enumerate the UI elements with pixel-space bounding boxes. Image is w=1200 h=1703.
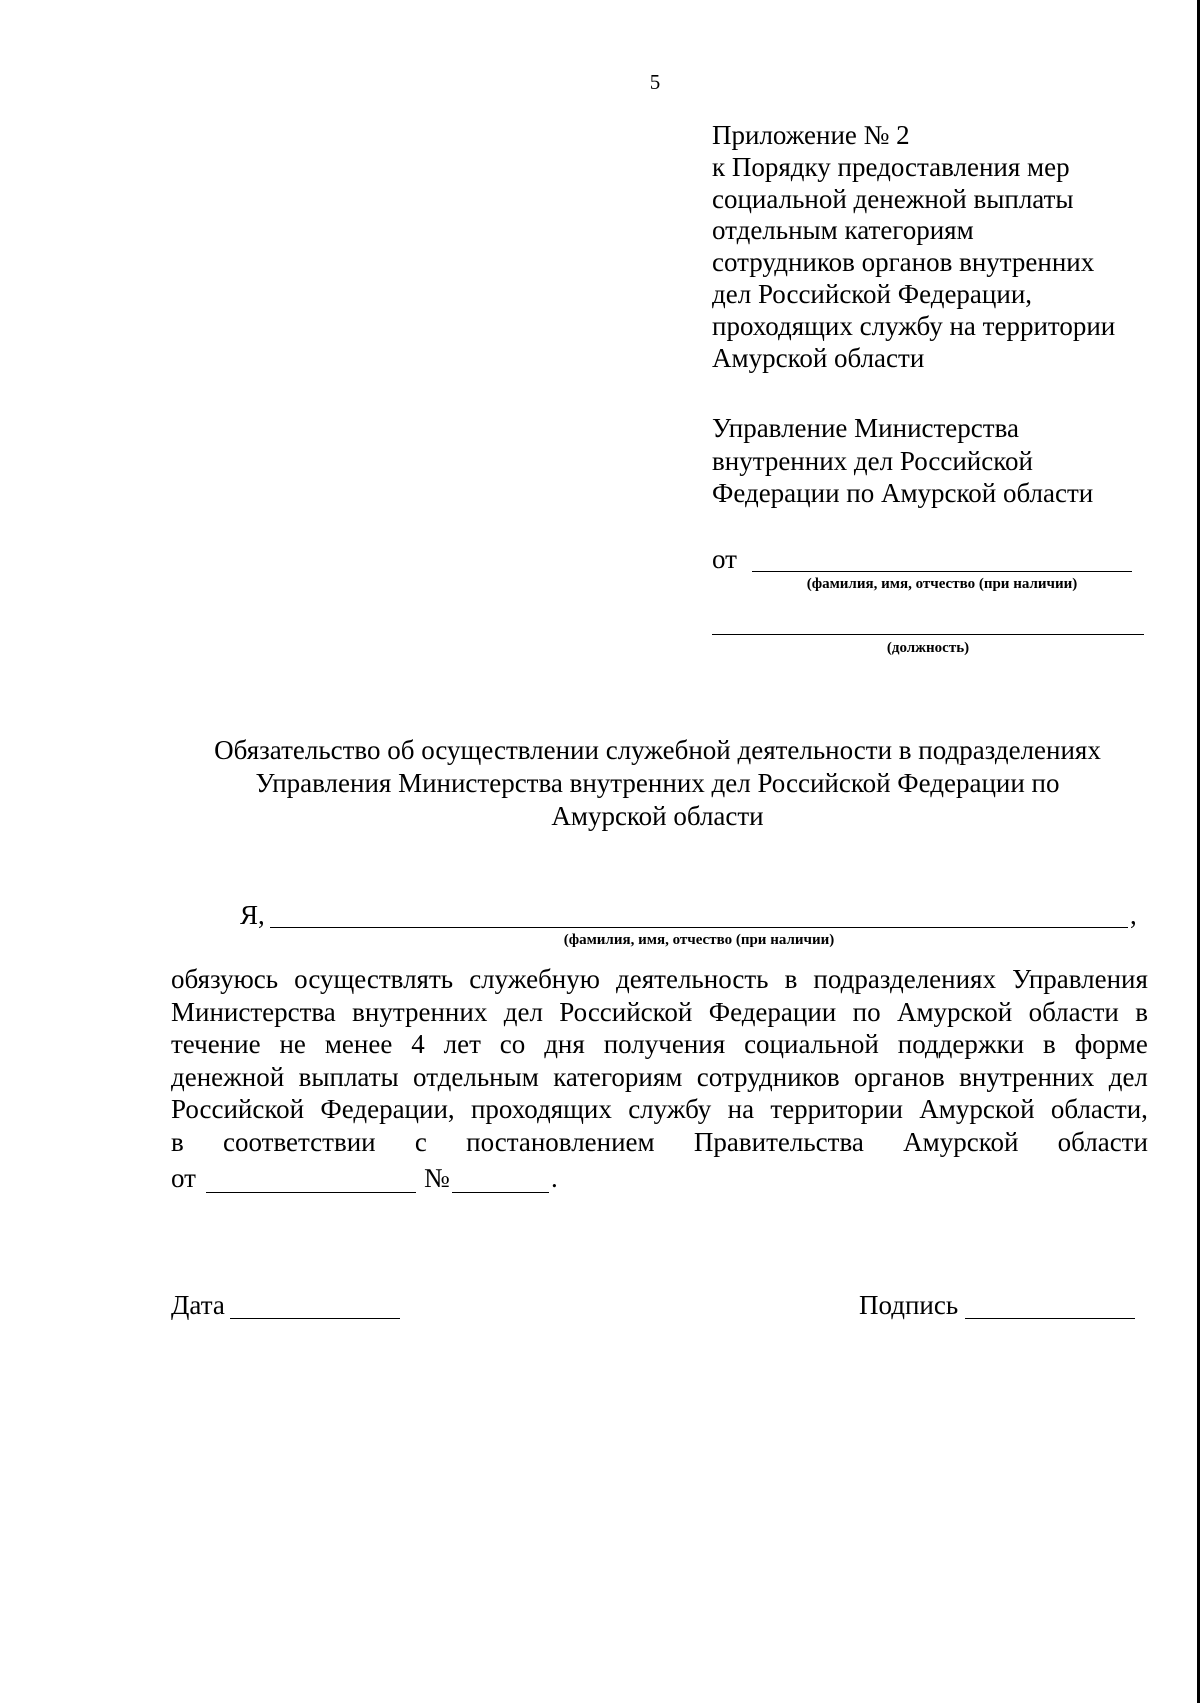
word: в xyxy=(1135,996,1148,1027)
signature-label: Подпись xyxy=(859,1290,959,1320)
word: дня xyxy=(544,1029,585,1059)
resolution-number-sign: № xyxy=(424,1163,450,1193)
word: получения xyxy=(603,1029,726,1059)
word: проходящих xyxy=(470,1094,612,1124)
word: Министерства xyxy=(171,996,336,1027)
signature-field[interactable] xyxy=(965,1318,1135,1319)
appendix-line: отдельным категориям xyxy=(712,215,974,246)
pledge-line xyxy=(171,1061,1148,1094)
word: дел xyxy=(503,996,543,1027)
document-title xyxy=(120,734,1195,833)
word: течение xyxy=(171,1029,261,1059)
word: сотрудников xyxy=(696,1061,840,1092)
title-line: Обязательство об осуществлении служебной деятельности в подразделениях xyxy=(214,735,1101,765)
sender-position-field[interactable] xyxy=(712,634,1144,635)
pledge-comma: , xyxy=(1130,900,1137,930)
word: обязуюсь xyxy=(171,964,279,994)
word: области, xyxy=(1050,1094,1148,1124)
pledger-name-field[interactable] xyxy=(270,927,1128,928)
word: внутренних xyxy=(352,996,488,1027)
word: внутренних xyxy=(959,1061,1095,1092)
word: по xyxy=(852,996,881,1027)
pledge-line xyxy=(171,1093,1148,1126)
sender-name-field[interactable] xyxy=(752,571,1132,572)
appendix-line: дел Российской Федерации, xyxy=(712,278,1033,309)
word: в xyxy=(784,964,798,994)
resolution-number-field[interactable] xyxy=(452,1192,549,1193)
word: органов xyxy=(853,1061,945,1092)
word: постановлением xyxy=(466,1126,655,1157)
addressee-line: Управление Министерства xyxy=(712,413,1019,443)
word: поддержки xyxy=(897,1029,1025,1059)
word: Управления xyxy=(1012,964,1148,994)
pledge-line xyxy=(171,996,1148,1029)
date-field[interactable] xyxy=(230,1318,400,1319)
word: форме xyxy=(1074,1029,1148,1059)
word: службу xyxy=(628,1094,712,1124)
word: со xyxy=(499,1029,526,1059)
pledge-line xyxy=(171,1126,1148,1159)
addressee-block xyxy=(712,412,1192,510)
resolution-date-field[interactable] xyxy=(206,1192,416,1193)
appendix-line: социальной денежной выплаты xyxy=(712,183,1074,214)
sender-name-caption: (фамилия, имя, отчество (при наличии) xyxy=(806,576,1078,592)
word: деятельность xyxy=(616,964,769,994)
appendix-line: сотрудников органов внутренних xyxy=(712,247,1095,278)
word: Амурской xyxy=(919,1094,1035,1124)
word: отдельным xyxy=(413,1061,539,1092)
page-number: 5 xyxy=(649,70,661,94)
date-label: Дата xyxy=(171,1290,225,1320)
resolution-period: . xyxy=(551,1163,558,1193)
word: на xyxy=(727,1094,755,1124)
word: Федерации, xyxy=(320,1094,455,1124)
from-label: от xyxy=(712,544,737,574)
pledge-line xyxy=(171,963,1148,996)
word: подразделениях xyxy=(813,964,996,994)
sender-position-caption: (должность) xyxy=(886,640,970,656)
appendix-line: Амурской области xyxy=(712,342,925,373)
word: 4 xyxy=(411,1029,425,1059)
word: области xyxy=(1057,1126,1148,1157)
title-line: Управления Министерства внутренних дел Российской Федерации по xyxy=(255,768,1060,798)
word: области xyxy=(1028,996,1119,1027)
word: с xyxy=(414,1126,427,1157)
resolution-from-label: от xyxy=(171,1163,196,1193)
word: Правительства xyxy=(693,1126,864,1157)
title-line: Амурской области xyxy=(551,801,764,831)
word: денежной xyxy=(171,1061,285,1092)
appendix-line: к Порядку предоставления мер xyxy=(712,151,1070,182)
word: в xyxy=(171,1126,184,1157)
word: не xyxy=(279,1029,306,1059)
appendix-header xyxy=(712,120,1192,374)
word: выплаты xyxy=(298,1061,399,1092)
pledge-ya-label: Я, xyxy=(240,900,265,930)
word: осуществлять xyxy=(294,964,454,994)
word: лет xyxy=(443,1029,481,1059)
pledge-body xyxy=(171,963,1148,1158)
pledger-name-caption: (фамилия, имя, отчество (при наличии) xyxy=(563,932,835,948)
appendix-line: проходящих службу на территории xyxy=(712,310,1116,341)
word: в xyxy=(1043,1029,1056,1059)
word: Федерации xyxy=(708,996,837,1027)
pledge-line xyxy=(171,1028,1148,1061)
appendix-line: Приложение № 2 xyxy=(712,120,910,150)
word: дел xyxy=(1108,1061,1148,1092)
word: территории xyxy=(770,1094,903,1124)
word: менее xyxy=(324,1029,393,1059)
word: Амурской xyxy=(896,996,1013,1027)
word: категориям xyxy=(553,1061,683,1092)
addressee-line: внутренних дел Российской xyxy=(712,445,1033,476)
word: Амурской xyxy=(903,1126,1019,1157)
word: социальной xyxy=(744,1029,879,1059)
word: служебную xyxy=(469,964,600,994)
word: Российской xyxy=(171,1094,305,1124)
word: соответствии xyxy=(223,1126,376,1157)
word: Российской xyxy=(559,996,693,1027)
addressee-line: Федерации по Амурской области xyxy=(712,478,1094,508)
